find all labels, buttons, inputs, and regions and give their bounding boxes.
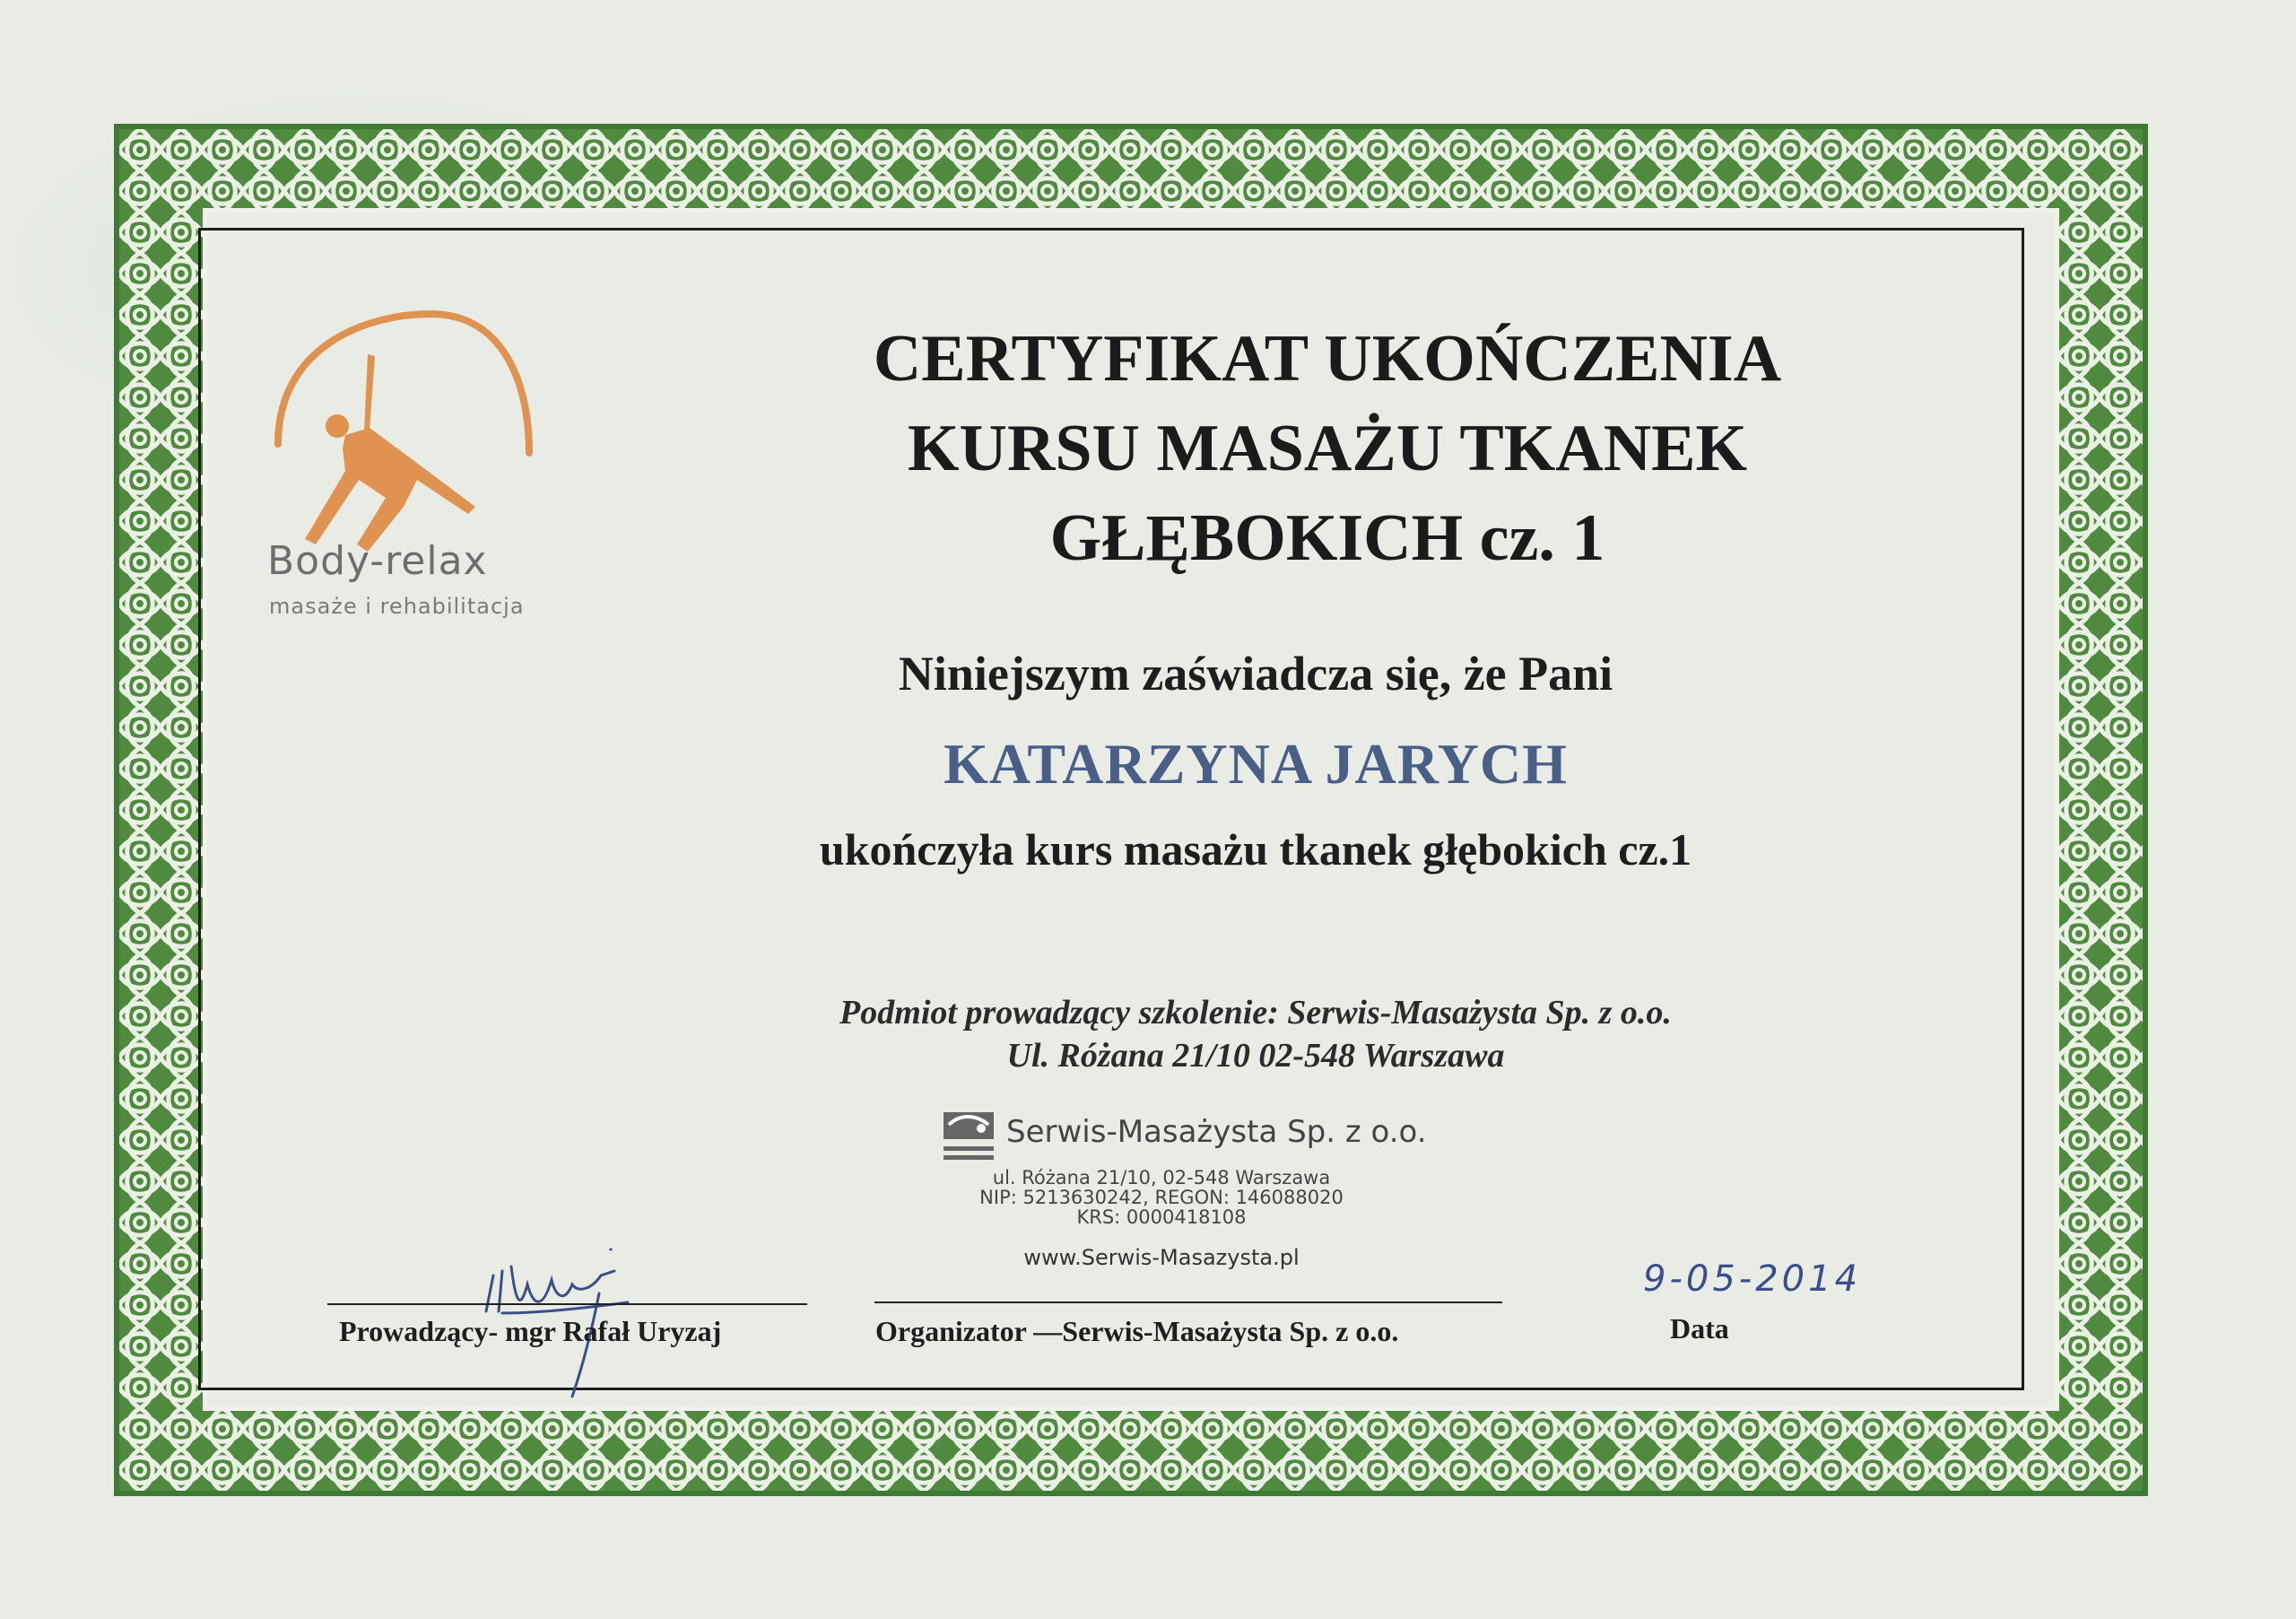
certificate-title <box>610 314 2045 583</box>
logo-brand: Body-relax <box>267 538 488 584</box>
organizer-label: Organizator —Serwis-Masażysta Sp. z o.o. <box>875 1315 1399 1347</box>
title-line-3: GŁĘBOKICH cz. 1 <box>1049 501 1605 575</box>
stamp-details <box>960 1168 1363 1227</box>
stamp-company-name: Serwis-Masażysta Sp. z o.o. <box>1006 1114 1427 1150</box>
instructor-signature-line <box>327 1303 807 1305</box>
organizer-signature-line <box>874 1301 1502 1303</box>
stamp-ids: NIP: 5213630242, REGON: 146088020 <box>979 1187 1344 1208</box>
provider-info <box>448 991 2063 1077</box>
stamp-logo-icon <box>940 1109 997 1162</box>
completion-text: ukończyła kurs masażu tkanek głębokich cz.1 <box>819 824 1692 875</box>
recipient-name: KATARZYNA JARYCH <box>944 732 1568 796</box>
logo-tagline: masaże i rehabilitacja <box>269 594 525 619</box>
instructor-label: Prowadzący- mgr Rafał Uryzaj <box>339 1315 722 1347</box>
date-label: Data <box>1670 1312 1729 1345</box>
statement-text: Niniejszym zaświadcza się, że Pani <box>898 647 1613 701</box>
body-relax-logo-icon <box>260 309 547 632</box>
stamp-address: ul. Różana 21/10, 02-548 Warszawa <box>992 1167 1331 1188</box>
stamp-url: www.Serwis-Masazysta.pl <box>1023 1245 1300 1270</box>
date-handwritten: 9-05-2014 <box>1643 1258 1862 1300</box>
provider-line-1: Podmiot prowadzący szkolenie: Serwis-Masażysta Sp. z o.o. <box>839 994 1672 1031</box>
stamp-krs: KRS: 0000418108 <box>1076 1206 1247 1228</box>
company-stamp <box>933 1101 1427 1272</box>
provider-line-2: Ul. Różana 21/10 02-548 Warszawa <box>1006 1037 1505 1075</box>
title-line-1: CERTYFIKAT UKOŃCZENIA <box>873 322 1782 396</box>
title-line-2: KURSU MASAŻU TKANEK <box>907 412 1748 485</box>
